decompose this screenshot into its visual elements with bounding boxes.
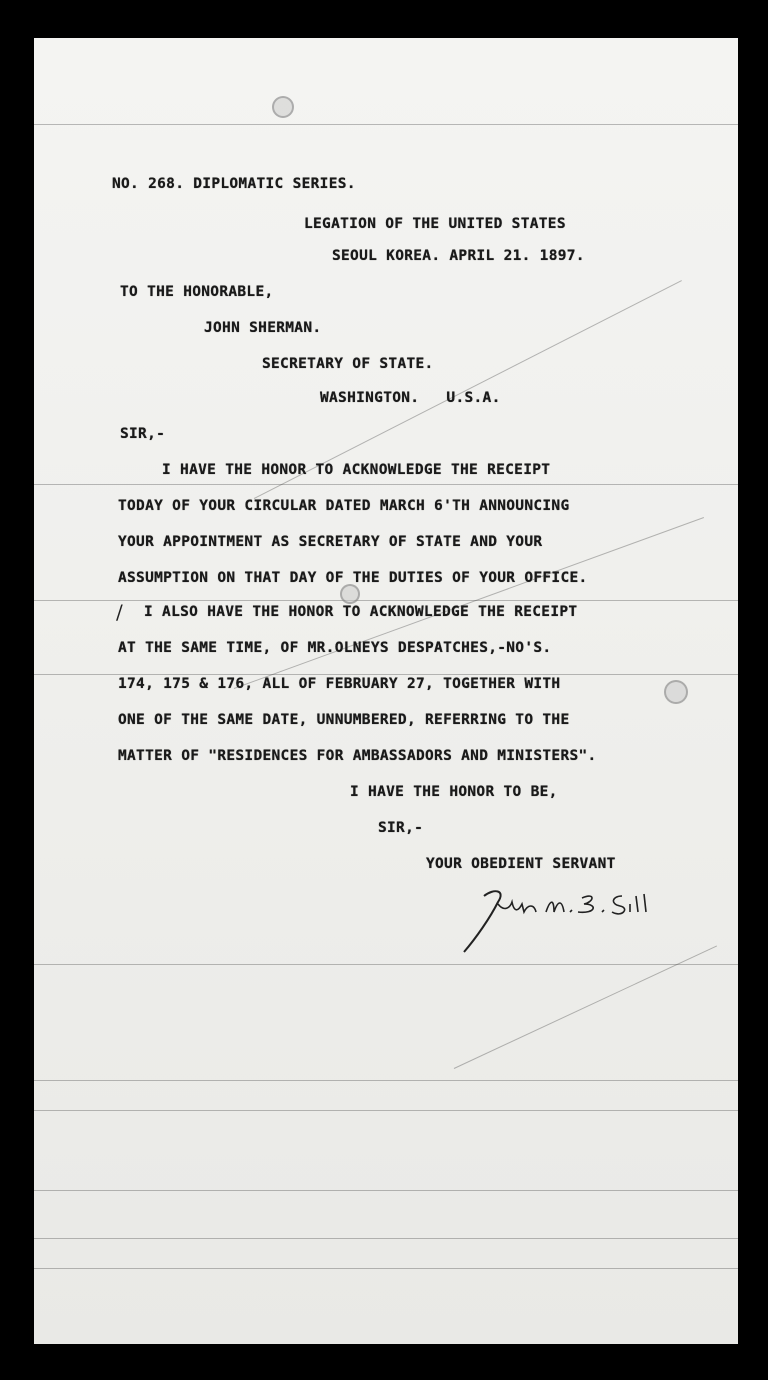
legation-heading: LEGATION OF THE UNITED STATES (304, 216, 566, 232)
addressee-title: SECRETARY OF STATE. (262, 356, 434, 372)
closing-servant: YOUR OBEDIENT SERVANT (426, 856, 616, 872)
body-line: ASSUMPTION ON THAT DAY OF THE DUTIES OF YOUR OFFICE. (118, 570, 588, 586)
paper-rule (34, 124, 738, 125)
paper-spot (340, 584, 360, 604)
closing-line: I HAVE THE HONOR TO BE, (350, 784, 558, 800)
paragraph-mark: / (116, 600, 123, 624)
paper-rule (34, 1110, 738, 1111)
body-line: ONE OF THE SAME DATE, UNNUMBERED, REFERRING TO THE (118, 712, 570, 728)
place-date: SEOUL KOREA. APRIL 21. 1897. (332, 248, 585, 264)
addressee-location: WASHINGTON. U.S.A. (320, 390, 501, 406)
series-number: NO. 268. DIPLOMATIC SERIES. (112, 176, 356, 192)
body-line: AT THE SAME TIME, OF MR.OLNEYS DESPATCHES,-NO'S. (118, 640, 552, 656)
body-line: MATTER OF "RESIDENCES FOR AMBASSADORS AND MINISTERS". (118, 748, 597, 764)
paper-rule (34, 1268, 738, 1269)
closing-sir: SIR,- (378, 820, 424, 836)
body-line: I HAVE THE HONOR TO ACKNOWLEDGE THE RECEIPT (162, 462, 551, 478)
paper-rule (34, 674, 738, 675)
addressee-name: JOHN SHERMAN. (204, 320, 322, 336)
address-line: TO THE HONORABLE, (120, 284, 274, 300)
paper-rule (34, 1238, 738, 1239)
paper-rule (34, 1190, 738, 1191)
paper-spot (664, 680, 688, 704)
body-line: TODAY OF YOUR CIRCULAR DATED MARCH 6'TH ANNOUNCING (118, 498, 570, 514)
paper-rule (34, 484, 738, 485)
salutation: SIR,- (120, 426, 166, 442)
body-line: 174, 175 & 176, ALL OF FEBRUARY 27, TOGETHER WITH (118, 676, 561, 692)
handwritten-signature (454, 878, 654, 962)
paper-spot (272, 96, 294, 118)
paper-rule (34, 1080, 738, 1081)
paper-rule (34, 964, 738, 965)
paper-rule (34, 600, 738, 601)
body-line: I ALSO HAVE THE HONOR TO ACKNOWLEDGE THE RECEIPT (144, 604, 578, 620)
letter-page (34, 38, 738, 1344)
body-line: YOUR APPOINTMENT AS SECRETARY OF STATE AND YOUR (118, 534, 543, 550)
